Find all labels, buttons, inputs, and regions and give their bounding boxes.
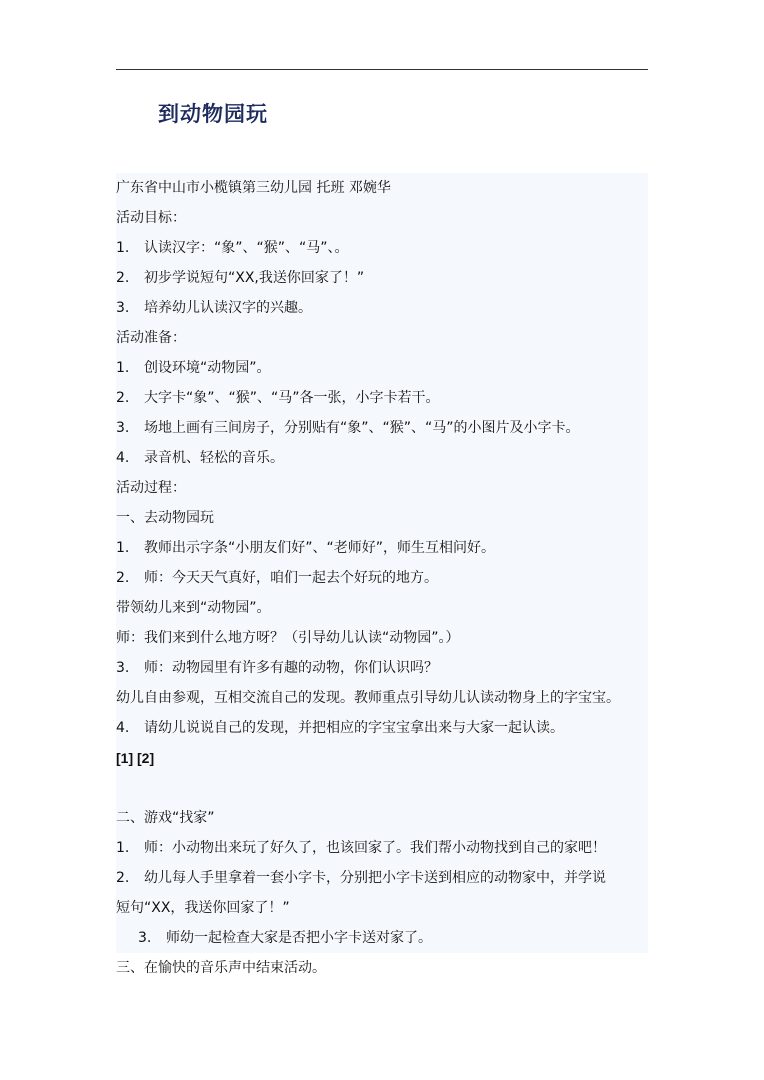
prep-item xyxy=(116,353,648,383)
goal-item-text: 认读汉字：“象”、“猴”、“马”、。 xyxy=(144,240,349,256)
process-item xyxy=(116,713,648,743)
goal-item-text: 培养幼儿认读汉字的兴趣。 xyxy=(144,300,312,316)
goal-item-number: 2. xyxy=(116,270,130,286)
process-item-text: 请幼儿说说自己的发现，并把相应的字宝宝拿出来与大家一起认读。 xyxy=(144,720,564,736)
prep-item xyxy=(116,443,648,473)
process-item-continuation: 短句“XX，我送你回家了！” xyxy=(116,900,290,916)
goal-item xyxy=(116,263,648,293)
process-item-number: 1. xyxy=(116,840,130,856)
process-item-text: 师：动物园里有许多有趣的动物，你们认识吗？ xyxy=(144,660,438,676)
goal-item-number: 3. xyxy=(116,300,130,316)
blank-line xyxy=(116,773,648,803)
process-item xyxy=(116,923,648,953)
process-item-text: 师：今天天气真好，咱们一起去个好玩的地方。 xyxy=(144,570,438,586)
prep-item xyxy=(116,383,648,413)
process-item-number: 3. xyxy=(138,930,152,946)
process-item-number: 3. xyxy=(116,660,130,676)
author-line: 广东省中山市小榄镇第三幼儿园 托班 邓婉华 xyxy=(116,180,391,196)
prep-item-text: 大字卡“象”、“猴”、“马”各一张，小字卡若干。 xyxy=(144,390,440,406)
prep-item-text: 录音机、轻松的音乐。 xyxy=(144,450,284,466)
process-item-text: 教师出示字条“小朋友们好”、“老师好”，师生互相问好。 xyxy=(144,540,496,556)
process-item xyxy=(116,563,648,593)
process-item-text: 师幼一起检查大家是否把小字卡送对家了。 xyxy=(166,930,432,946)
document-body xyxy=(116,173,648,953)
prep-item-number: 1. xyxy=(116,360,130,376)
goal-item xyxy=(116,293,648,323)
goal-item-number: 1. xyxy=(116,240,130,256)
process-item xyxy=(116,863,648,893)
process-paragraph: 带领幼儿来到“动物园”。 xyxy=(116,600,271,616)
prep-item-text: 创设环境“动物园”。 xyxy=(144,360,271,376)
process-item-number: 4. xyxy=(116,720,130,736)
process-item-number: 2. xyxy=(116,870,130,886)
header-rule xyxy=(116,69,648,70)
process-item-number: 1. xyxy=(116,540,130,556)
process-item xyxy=(116,833,648,863)
process-item-text: 幼儿每人手里拿着一套小字卡，分别把小字卡送到相应的动物家中，并学说 xyxy=(144,870,606,886)
document-title: 到动物园玩 xyxy=(158,102,268,126)
process-heading: 活动过程： xyxy=(116,480,186,496)
process-item xyxy=(116,653,648,683)
prep-item-number: 3. xyxy=(116,420,130,436)
process-item-text: 师：小动物出来玩了好久了，也该回家了。我们帮小动物找到自己的家吧！ xyxy=(144,840,606,856)
page-reference-links[interactable]: [1] [2] xyxy=(116,750,155,766)
process-paragraph: 幼儿自由参观，互相交流自己的发现。教师重点引导幼儿认读动物身上的字宝宝。 xyxy=(116,690,620,706)
goal-item-text: 初步学说短句“XX,我送你回家了！” xyxy=(144,270,365,286)
process-paragraph: 师：我们来到什么地方呀？（引导幼儿认读“动物园”。） xyxy=(116,630,460,646)
goal-item xyxy=(116,233,648,263)
section2-heading: 二、游戏“找家” xyxy=(116,810,215,826)
prep-item-number: 4. xyxy=(116,450,130,466)
prep-item-number: 2. xyxy=(116,390,130,406)
process-item xyxy=(116,533,648,563)
process-item-number: 2. xyxy=(116,570,130,586)
prep-item-text: 场地上画有三间房子，分别贴有“象”、“猴”、“马”的小图片及小字卡。 xyxy=(144,420,580,436)
section3-heading: 三、在愉快的音乐声中结束活动。 xyxy=(116,960,326,976)
prep-heading: 活动准备： xyxy=(116,330,186,346)
goals-heading: 活动目标： xyxy=(116,210,186,226)
prep-item xyxy=(116,413,648,443)
section1-heading: 一、去动物园玩 xyxy=(116,510,214,526)
